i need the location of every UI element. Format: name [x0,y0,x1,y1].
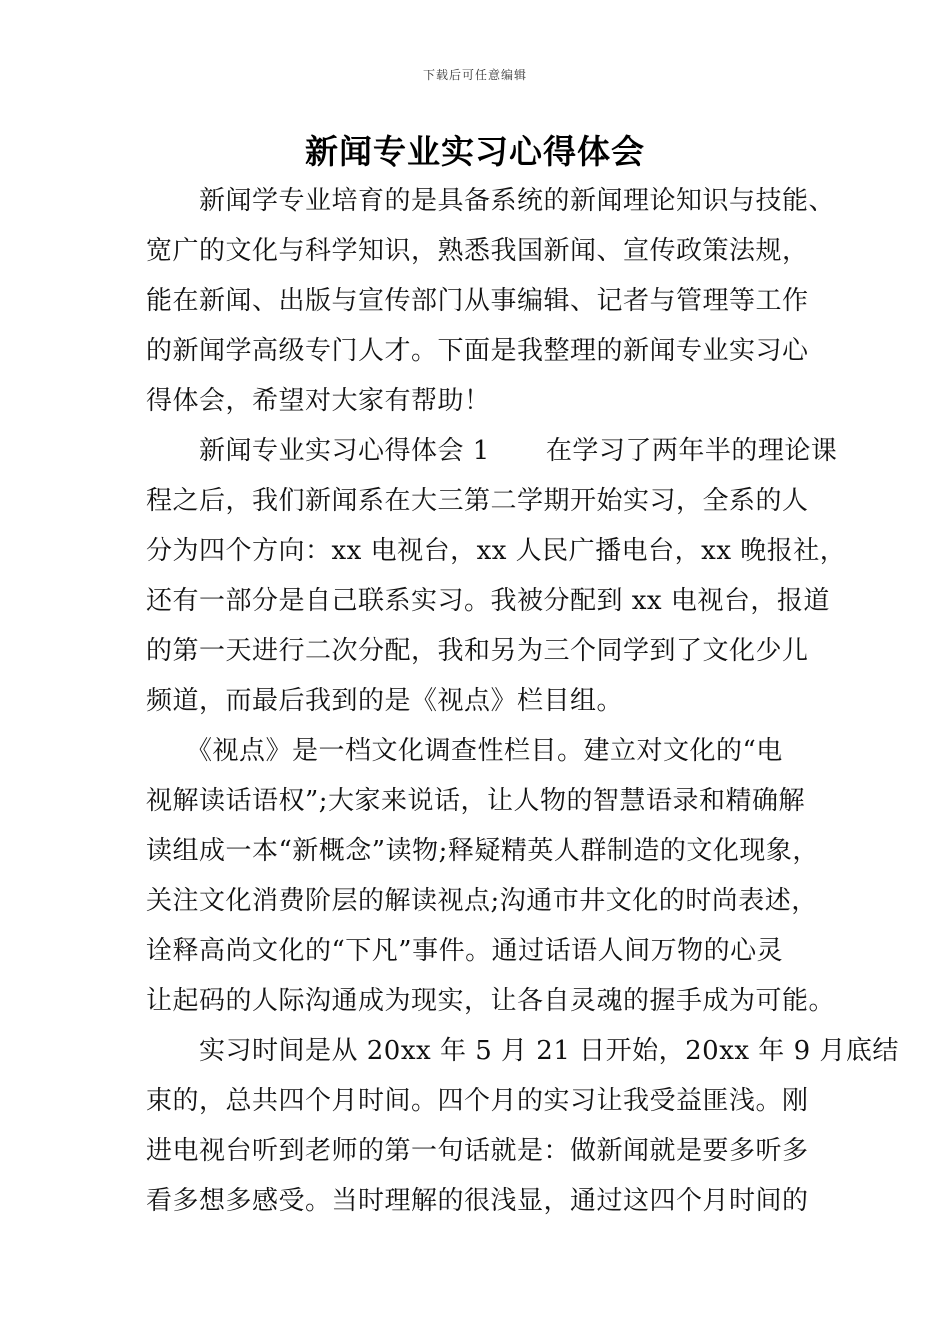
body-line: 还有一部分是自己联系实习。我被分配到 xx 电视台，报道 [146,586,830,616]
body-line: 宽广的文化与科学知识，熟悉我国新闻、宣传政策法规， [146,236,809,266]
body-line: 能在新闻、出版与宣传部门从事编辑、记者与管理等工作 [146,286,809,316]
header-note: 下载后可任意编辑 [422,68,527,82]
body-line: 《视点》是一档文化调查性栏目。建立对文化的“电 [146,736,783,766]
body-line: 的新闻学高级专门人才。下面是我整理的新闻专业实习心 [146,336,809,366]
body-line-heading [146,426,838,476]
body-line: 新闻学专业培育的是具备系统的新闻理论知识与技能、 [146,186,836,216]
section-heading: 新闻专业实习心得体会 1 [146,436,490,466]
section-first-text: 在学习了两年半的理论课 [545,436,838,466]
body-line: 频道，而最后我到的是《视点》栏目组。 [146,686,624,716]
body-line: 进电视台听到老师的第一句话就是：做新闻就是要多听多 [146,1136,809,1166]
body-line: 实习时间是从 20xx 年 5 月 21 日开始，20xx 年 9 月底结 [146,1036,899,1066]
body-line: 分为四个方向：xx 电视台，xx 人民广播电台，xx 晚报社， [146,536,847,566]
body-line: 程之后，我们新闻系在大三第二学期开始实习，全系的人 [146,486,809,516]
body-line: 得体会，希望对大家有帮助！ [146,386,491,416]
body-line: 读组成一本“新概念”读物;释疑精英人群制造的文化现象， [146,836,819,866]
body-line: 束的，总共四个月时间。四个月的实习让我受益匪浅。刚 [146,1086,809,1116]
document-body [146,176,899,1226]
body-line: 看多想多感受。当时理解的很浅显，通过这四个月时间的 [146,1186,809,1216]
body-line: 让起码的人际沟通成为现实，让各自灵魂的握手成为可能。 [146,986,836,1016]
body-line: 关注文化消费阶层的解读视点;沟通市井文化的时尚表述， [146,886,818,916]
body-line: 诠释高尚文化的“下凡”事件。通过话语人间万物的心灵 [146,936,784,966]
document-title: 新闻专业实习心得体会 [305,132,645,171]
body-line: 视解读话语权”;大家来说话，让人物的智慧语录和精确解 [146,786,806,816]
body-line: 的第一天进行二次分配，我和另为三个同学到了文化少儿 [146,636,809,666]
